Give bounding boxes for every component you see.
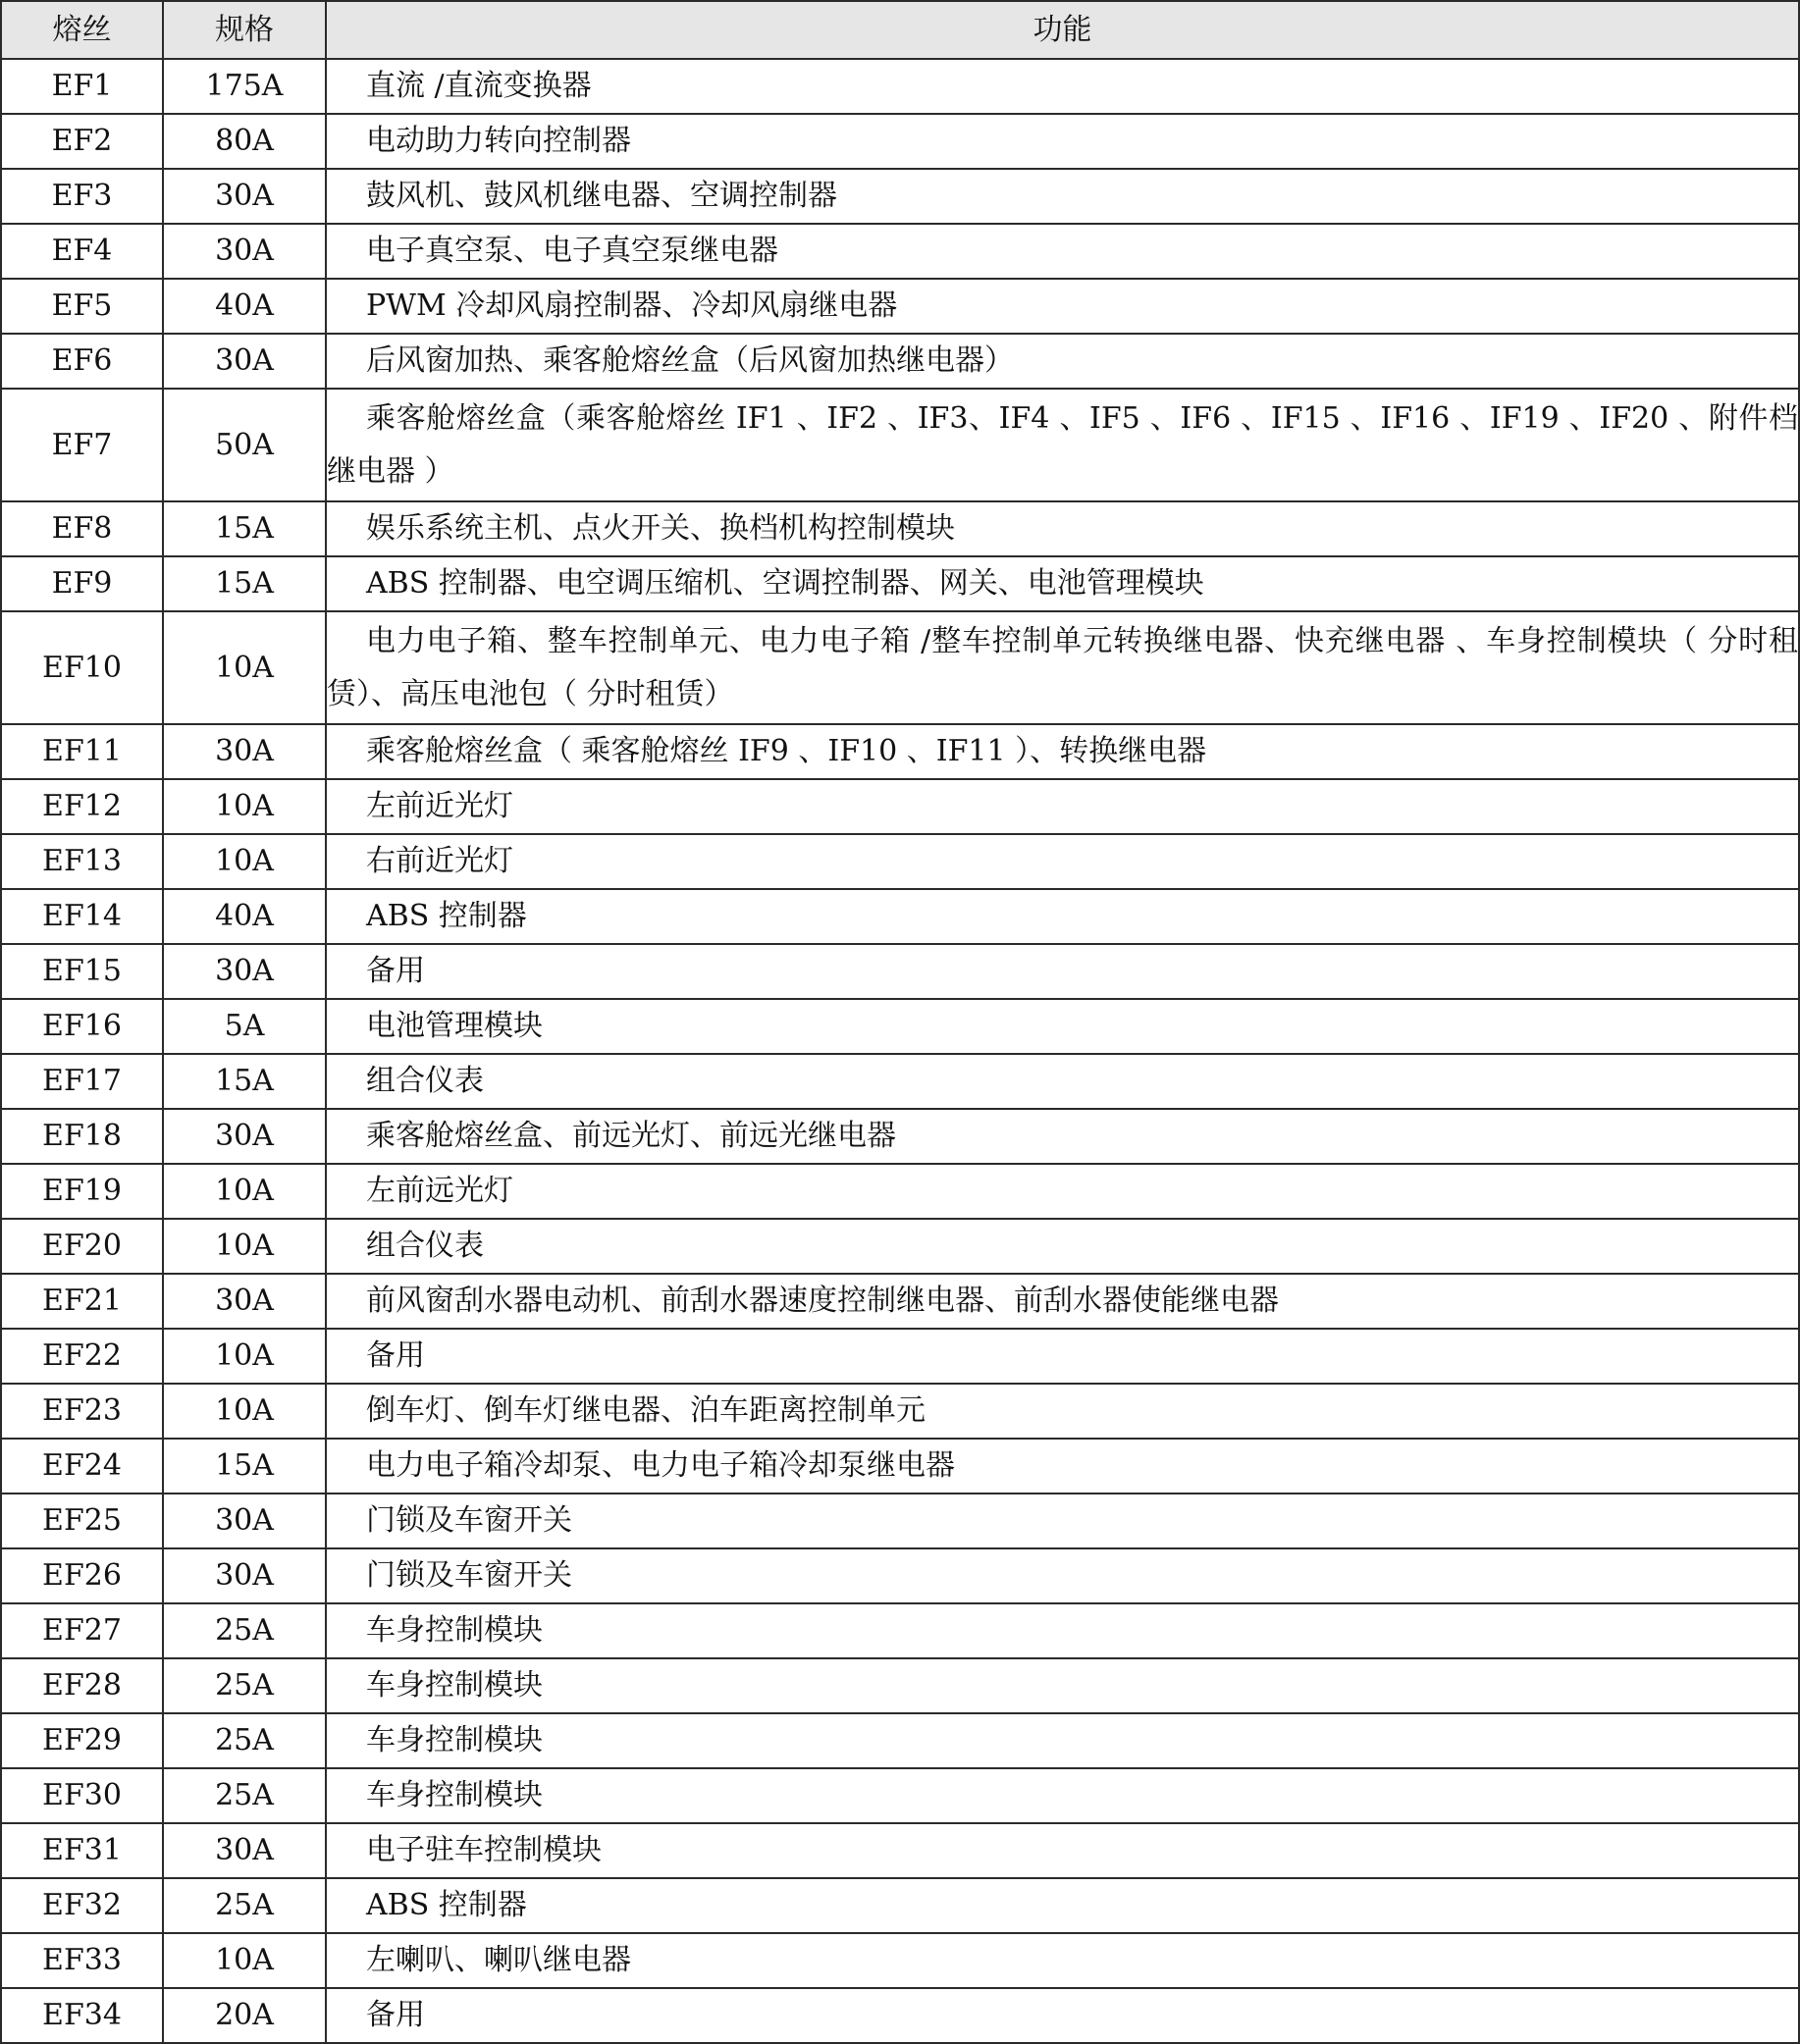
fuse-function-cell [326,389,1799,501]
fuse-function-cell [326,334,1799,389]
fuse-function-text: 电动助力转向控制器 [366,124,631,158]
fuse-function-text: 车身控制模块 [366,1723,543,1757]
fuse-id-cell: EF31 [1,1823,163,1878]
fuse-function-text: 电力电子箱冷却泵、电力电子箱冷却泵继电器 [366,1448,955,1483]
fuse-rating-cell: 25A [163,1658,326,1713]
fuse-function-cell [326,224,1799,279]
fuse-id-cell: EF14 [1,889,163,944]
table-row [1,834,1799,889]
fuse-function-cell [326,1878,1799,1933]
fuse-rating-cell: 30A [163,944,326,999]
fuse-id-cell: EF5 [1,279,163,334]
fuse-rating-cell: 30A [163,724,326,779]
fuse-function-text: 备用 [366,1338,425,1373]
table-row [1,169,1799,224]
fuse-function-cell [326,999,1799,1054]
fuse-rating-cell: 10A [163,1384,326,1439]
fuse-function-text: 车身控制模块 [366,1613,543,1648]
table-row [1,1494,1799,1548]
fuse-function-text: 组合仪表 [366,1064,484,1098]
fuse-rating-cell: 5A [163,999,326,1054]
fuse-function-text: 前风窗刮水器电动机、前刮水器速度控制继电器、前刮水器使能继电器 [366,1284,1279,1318]
fuse-id-cell: EF17 [1,1054,163,1109]
fuse-rating-cell: 25A [163,1603,326,1658]
table-row [1,1713,1799,1768]
table-row [1,1384,1799,1439]
fuse-function-text: 门锁及车窗开关 [366,1558,572,1593]
fuse-function-text: 电子驻车控制模块 [366,1833,602,1867]
fuse-function-text: ABS 控制器、电空调压缩机、空调控制器、网关、电池管理模块 [366,566,1204,601]
fuse-function-text: 倒车灯、倒车灯继电器、泊车距离控制单元 [366,1393,926,1428]
fuse-id-cell: EF30 [1,1768,163,1823]
fuse-id-cell: EF7 [1,389,163,501]
table-row [1,944,1799,999]
table-row [1,224,1799,279]
table-row [1,1109,1799,1164]
fuse-function-cell [326,1658,1799,1713]
fuse-function-cell [326,1933,1799,1988]
fuse-function-cell [326,59,1799,114]
fuse-rating-cell: 10A [163,1329,326,1384]
fuse-rating-cell: 30A [163,1109,326,1164]
table-row [1,779,1799,834]
fuse-function-cell [326,1384,1799,1439]
table-row [1,889,1799,944]
fuse-function-cell [326,169,1799,224]
fuse-id-cell: EF29 [1,1713,163,1768]
fuse-function-text: 乘客舱熔丝盒（ 乘客舱熔丝 IF9 、IF10 、IF11 ）、转换继电器 [366,734,1207,768]
fuse-function-cell [326,279,1799,334]
fuse-function-cell [326,1274,1799,1329]
fuse-function-cell [326,1054,1799,1109]
fuse-rating-cell: 15A [163,1054,326,1109]
fuse-id-cell: EF9 [1,556,163,611]
table-row [1,279,1799,334]
fuse-id-cell: EF26 [1,1548,163,1603]
fuse-id-cell: EF33 [1,1933,163,1988]
fuse-id-cell: EF11 [1,724,163,779]
fuse-function-text: PWM 冷却风扇控制器、冷却风扇继电器 [366,288,898,323]
fuse-function-text: 娱乐系统主机、点火开关、换档机构控制模块 [366,511,955,546]
table-row [1,999,1799,1054]
fuse-id-cell: EF2 [1,114,163,169]
fuse-id-cell: EF23 [1,1384,163,1439]
fuse-function-cell [326,501,1799,556]
fuse-rating-cell: 50A [163,389,326,501]
fuse-id-cell: EF27 [1,1603,163,1658]
fuse-function-text: 门锁及车窗开关 [366,1503,572,1538]
fuse-function-text: 左前近光灯 [366,789,513,823]
fuse-function-cell [326,889,1799,944]
fuse-id-cell: EF24 [1,1439,163,1494]
fuse-function-cell [326,114,1799,169]
fuse-rating-cell: 30A [163,1823,326,1878]
fuse-rating-cell: 30A [163,334,326,389]
fuse-function-text: 乘客舱熔丝盒、前远光灯、前远光继电器 [366,1119,896,1153]
fuse-function-cell [326,1548,1799,1603]
fuse-rating-cell: 40A [163,279,326,334]
table-row [1,556,1799,611]
table-row [1,1164,1799,1219]
fuse-id-cell: EF3 [1,169,163,224]
fuse-function-cell [326,1219,1799,1274]
fuse-id-cell: EF34 [1,1988,163,2043]
table-row [1,334,1799,389]
fuse-rating-cell: 40A [163,889,326,944]
table-row [1,114,1799,169]
fuse-id-cell: EF10 [1,611,163,724]
table-row [1,1219,1799,1274]
table-row [1,724,1799,779]
table-row [1,501,1799,556]
fuse-rating-cell: 30A [163,1548,326,1603]
fuse-id-cell: EF25 [1,1494,163,1548]
fuse-rating-cell: 15A [163,556,326,611]
fuse-rating-cell: 25A [163,1768,326,1823]
fuse-function-cell [326,611,1799,724]
fuse-function-text: 组合仪表 [366,1229,484,1263]
table-row [1,1603,1799,1658]
table-row [1,1658,1799,1713]
fuse-rating-cell: 10A [163,1164,326,1219]
fuse-function-text: 右前近光灯 [366,844,513,878]
table-row [1,611,1799,724]
fuse-rating-cell: 25A [163,1713,326,1768]
fuse-id-cell: EF22 [1,1329,163,1384]
fuse-function-text: 车身控制模块 [366,1778,543,1812]
fuse-id-cell: EF20 [1,1219,163,1274]
fuse-function-text: 车身控制模块 [366,1668,543,1703]
fuse-function-text: 电力电子箱、整车控制单元、电力电子箱 /整车控制单元转换继电器、快充继电器 、车身控制模块（ 分时租赁）、高压电池包（ 分时租赁） [327,623,1798,711]
fuse-function-text: 后风窗加热、乘客舱熔丝盒（后风窗加热继电器） [366,343,1014,378]
fuse-rating-cell: 30A [163,1494,326,1548]
fuse-rating-cell: 10A [163,834,326,889]
fuse-function-text: 备用 [366,1998,425,2032]
fuse-id-cell: EF4 [1,224,163,279]
fuse-rating-cell: 10A [163,611,326,724]
fuse-id-cell: EF8 [1,501,163,556]
fuse-function-cell [326,1439,1799,1494]
table-row [1,1768,1799,1823]
header-fuse: 熔丝 [1,1,163,59]
fuse-function-cell [326,1329,1799,1384]
fuse-rating-cell: 20A [163,1988,326,2043]
fuse-rating-cell: 10A [163,779,326,834]
fuse-id-cell: EF1 [1,59,163,114]
fuse-id-cell: EF16 [1,999,163,1054]
fuse-rating-cell: 30A [163,169,326,224]
table-row [1,1933,1799,1988]
fuse-function-cell [326,1768,1799,1823]
fuse-id-cell: EF6 [1,334,163,389]
fuse-function-text: 备用 [366,954,425,988]
header-rating: 规格 [163,1,326,59]
fuse-function-text: 电子真空泵、电子真空泵继电器 [366,234,778,268]
table-row [1,1329,1799,1384]
table-row [1,389,1799,501]
fuse-function-cell [326,1109,1799,1164]
fuse-function-text: 直流 /直流变换器 [366,69,592,103]
fuse-rating-cell: 30A [163,224,326,279]
header-row [1,1,1799,59]
fuse-rating-cell: 15A [163,501,326,556]
fuse-rating-cell: 10A [163,1219,326,1274]
fuse-id-cell: EF28 [1,1658,163,1713]
fuse-rating-cell: 30A [163,1274,326,1329]
fuse-id-cell: EF19 [1,1164,163,1219]
fuse-id-cell: EF15 [1,944,163,999]
table-body [1,59,1799,2043]
fuse-id-cell: EF21 [1,1274,163,1329]
fuse-function-cell [326,1823,1799,1878]
header-function: 功能 [326,1,1799,59]
table-row [1,59,1799,114]
table-row [1,1439,1799,1494]
fuse-function-text: ABS 控制器 [366,1888,527,1922]
fuse-id-cell: EF13 [1,834,163,889]
fuse-rating-cell: 80A [163,114,326,169]
table-row [1,1548,1799,1603]
fuse-function-cell [326,1494,1799,1548]
fuse-rating-cell: 25A [163,1878,326,1933]
fuse-function-cell [326,556,1799,611]
fuse-function-cell [326,1603,1799,1658]
fuse-rating-cell: 175A [163,59,326,114]
fuse-function-cell [326,724,1799,779]
table-row [1,1274,1799,1329]
fuse-function-text: ABS 控制器 [366,899,527,933]
fuse-rating-cell: 10A [163,1933,326,1988]
fuse-function-text: 左前远光灯 [366,1174,513,1208]
fuse-id-cell: EF32 [1,1878,163,1933]
fuse-function-text: 电池管理模块 [366,1009,543,1043]
fuse-id-cell: EF12 [1,779,163,834]
fuse-function-text: 左喇叭、喇叭继电器 [366,1943,631,1977]
table-header [1,1,1799,59]
fuse-id-cell: EF18 [1,1109,163,1164]
table-row [1,1054,1799,1109]
fuse-function-cell [326,944,1799,999]
fuse-rating-cell: 15A [163,1439,326,1494]
table-row [1,1823,1799,1878]
fuse-function-cell [326,779,1799,834]
fuse-function-text: 鼓风机、鼓风机继电器、空调控制器 [366,179,837,213]
fuse-function-cell [326,834,1799,889]
table-row [1,1878,1799,1933]
fuse-function-text: 乘客舱熔丝盒（乘客舱熔丝 IF1 、IF2 、IF3、IF4 、IF5 、IF6 、IF15 、IF16 、IF19 、IF20 、附件档继电器 ） [327,400,1798,489]
fuse-function-cell [326,1164,1799,1219]
fuse-function-cell [326,1713,1799,1768]
